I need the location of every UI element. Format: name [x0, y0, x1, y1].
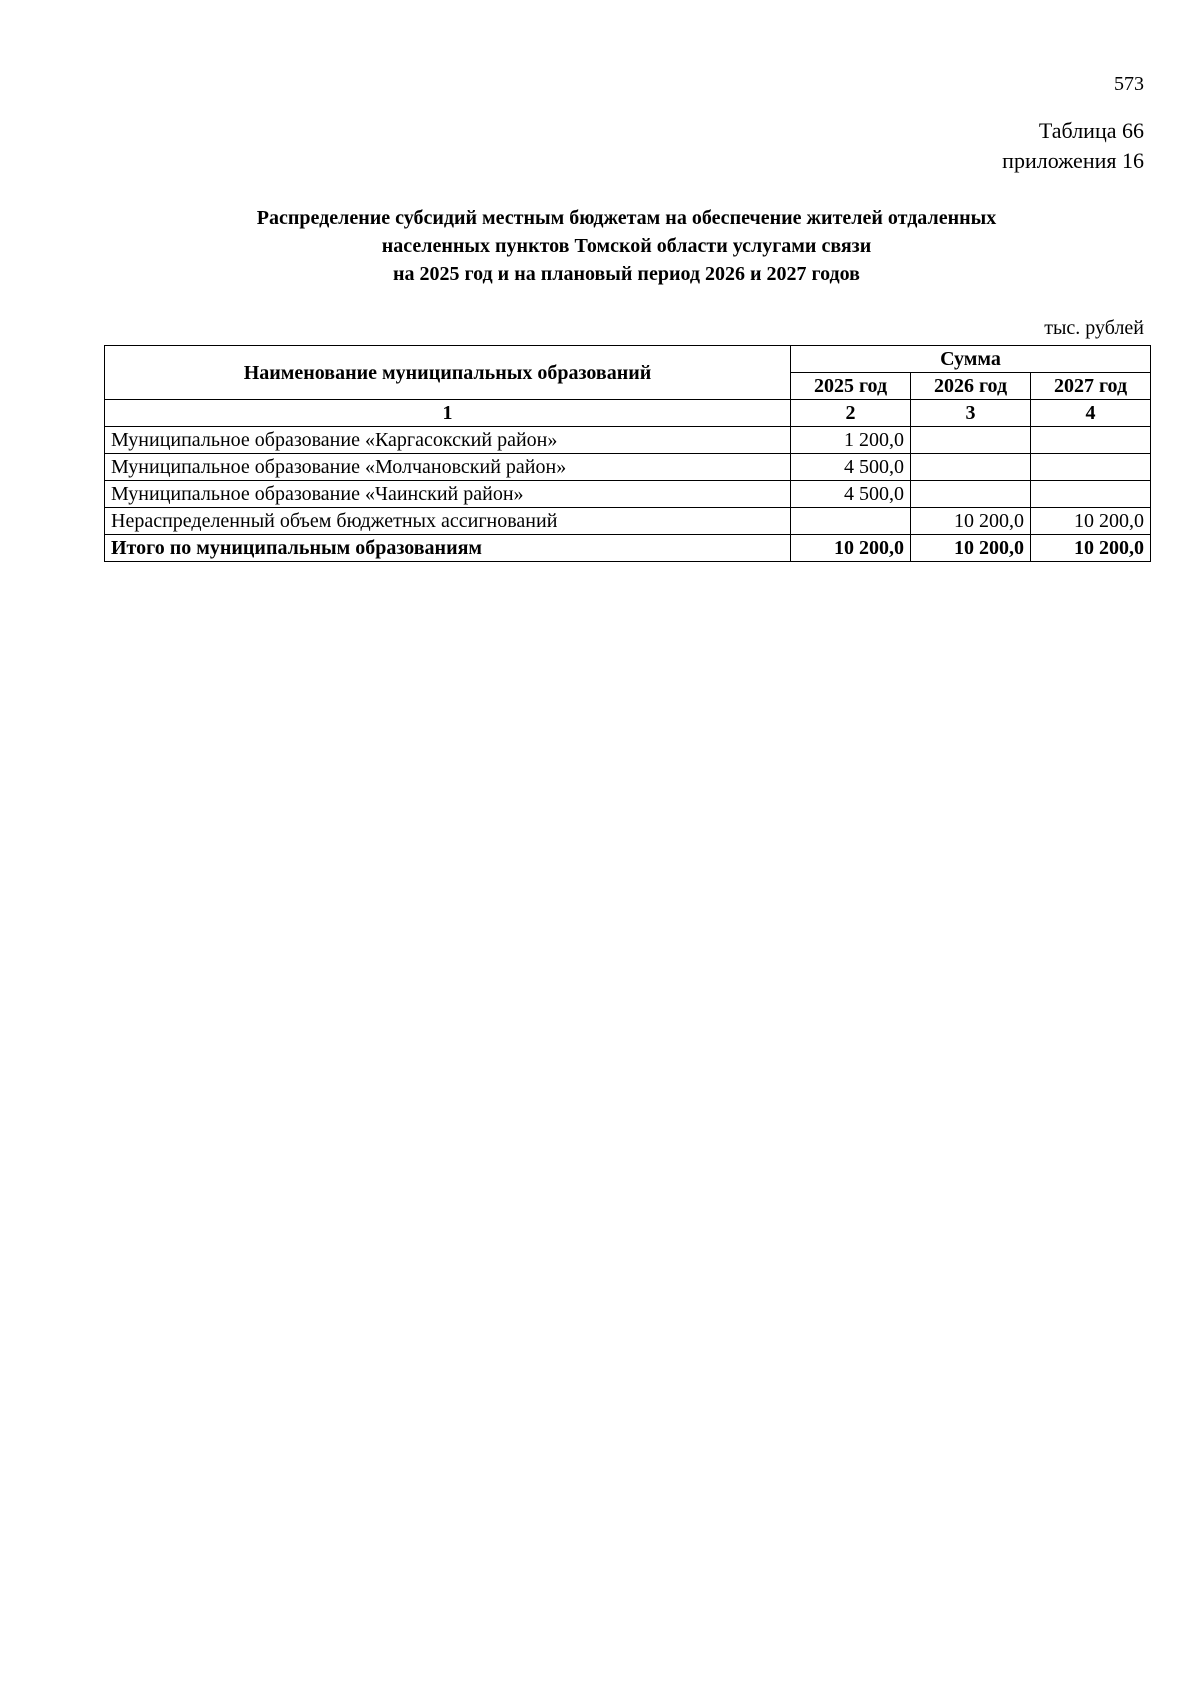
row-name: Муниципальное образование «Каргасокский район»	[105, 427, 791, 454]
column-numbers-row	[105, 400, 1151, 427]
table-reference	[1002, 116, 1144, 176]
row-value-2026	[911, 481, 1031, 508]
row-value-2027	[1031, 481, 1151, 508]
subsidy-distribution-table	[104, 345, 1151, 562]
row-value-2025: 4 500,0	[791, 454, 911, 481]
row-value-2025: 1 200,0	[791, 427, 911, 454]
row-name: Муниципальное образование «Чаинский район»	[105, 481, 791, 508]
row-value-2026	[911, 454, 1031, 481]
column-number: 2	[791, 400, 911, 427]
table-number: Таблица 66	[1038, 118, 1144, 143]
header-row	[105, 346, 1151, 373]
table-row	[105, 427, 1151, 454]
title-line-1: Распределение субсидий местным бюджетам на обеспечение жителей отдаленных	[256, 207, 997, 229]
column-number: 1	[105, 400, 791, 427]
row-value-2027: 10 200,0	[1031, 508, 1151, 535]
row-value-2026: 10 200,0	[911, 508, 1031, 535]
appendix-reference: приложения 16	[1002, 148, 1144, 173]
total-value-2027: 10 200,0	[1031, 535, 1151, 562]
total-value-2026: 10 200,0	[911, 535, 1031, 562]
title-line-3: на 2025 год и на плановый период 2026 и 2027 годов	[393, 263, 860, 285]
row-value-2025: 4 500,0	[791, 481, 911, 508]
header-year-2027: 2027 год	[1031, 373, 1151, 400]
column-number: 4	[1031, 400, 1151, 427]
table-row	[105, 454, 1151, 481]
units-label: тыс. рублей	[1044, 317, 1144, 339]
table-row	[105, 481, 1151, 508]
row-value-2026	[911, 427, 1031, 454]
header-year-2026: 2026 год	[911, 373, 1031, 400]
total-row	[105, 535, 1151, 562]
row-value-2025	[791, 508, 911, 535]
document-title	[104, 204, 1149, 288]
total-label: Итого по муниципальным образованиям	[105, 535, 791, 562]
title-line-2: населенных пунктов Томской области услугами связи	[381, 235, 872, 257]
row-name: Нераспределенный объем бюджетных ассигнований	[105, 508, 791, 535]
row-name: Муниципальное образование «Молчановский район»	[105, 454, 791, 481]
header-year-2025: 2025 год	[791, 373, 911, 400]
table-row	[105, 508, 1151, 535]
header-sum: Сумма	[791, 346, 1151, 373]
row-value-2027	[1031, 427, 1151, 454]
total-value-2025: 10 200,0	[791, 535, 911, 562]
column-number: 3	[911, 400, 1031, 427]
page-number: 573	[1114, 73, 1144, 95]
row-value-2027	[1031, 454, 1151, 481]
header-municipality-name: Наименование муниципальных образований	[105, 346, 791, 400]
